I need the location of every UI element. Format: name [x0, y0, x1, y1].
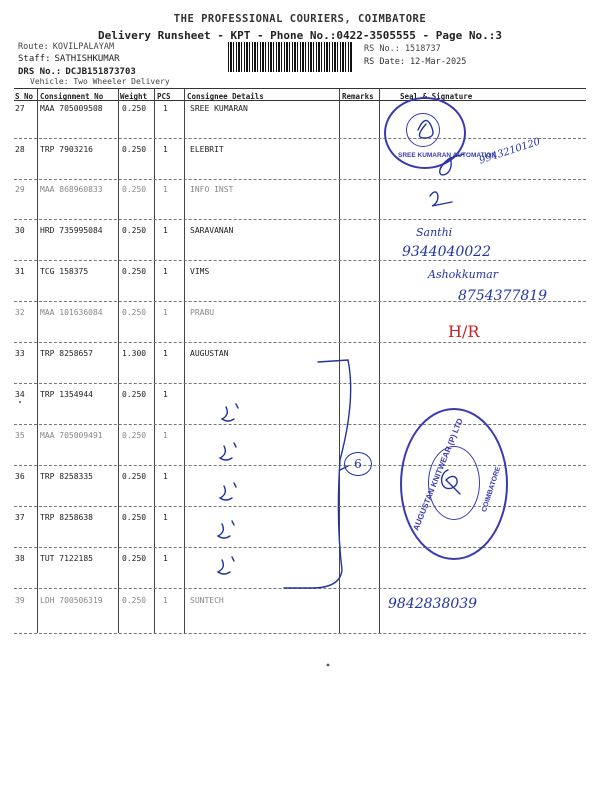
- handwritten-mark: H/R: [448, 322, 480, 341]
- cell-sno: 36: [15, 472, 25, 481]
- header-weight: Weight: [120, 92, 148, 101]
- cell-sno: 29: [15, 185, 25, 194]
- header-pcs: PCS: [157, 92, 171, 101]
- row-separator: [14, 342, 586, 343]
- ditto-mark: [222, 404, 238, 421]
- cell-pcs: 1: [163, 431, 168, 440]
- row-separator: [14, 179, 586, 180]
- cell-sno: 32: [15, 308, 25, 317]
- cell-sno: 27: [15, 104, 25, 113]
- col-divider: [184, 88, 185, 633]
- drs-field: [18, 67, 136, 77]
- margin-dot: [327, 664, 330, 667]
- route-field: [18, 42, 114, 52]
- cell-consignee: SREE KUMARAN: [190, 104, 248, 113]
- cell-consignee: PRABU: [190, 308, 215, 317]
- cell-pcs: 1: [163, 554, 168, 563]
- cell-pcs: 1: [163, 349, 168, 358]
- cell-consignee: SARAVANAN: [190, 226, 234, 235]
- row-separator: [14, 138, 586, 139]
- cell-sno: 30: [15, 226, 25, 235]
- cell-pcs: 1: [163, 145, 168, 154]
- cell-weight: 0.250: [122, 472, 147, 481]
- header-consignee: Consignee Details: [187, 92, 264, 101]
- ditto-mark: [220, 483, 236, 500]
- barcode: [228, 42, 352, 72]
- cell-sno: 37: [15, 513, 25, 522]
- cell-sno: 38: [15, 554, 25, 563]
- col-divider: [379, 88, 380, 633]
- col-divider: [37, 88, 38, 633]
- handwritten-name: Santhi: [416, 226, 453, 239]
- rs-date: RS Date: 12-Mar-2025: [364, 57, 467, 67]
- col-divider: [339, 88, 340, 633]
- staff-field: [18, 54, 120, 64]
- cell-weight: 0.250: [122, 554, 147, 563]
- cell-consignee: ELEBRIT: [190, 145, 224, 154]
- route-label: Route:: [18, 42, 49, 52]
- cell-weight: 0.250: [122, 104, 147, 113]
- cell-consignment: TRP 8258638: [40, 513, 93, 522]
- drs-label: DRS No.:: [18, 67, 62, 77]
- row-separator: [14, 219, 586, 220]
- cell-consignment: MAA 101636084: [40, 308, 103, 317]
- margin-dot: [19, 401, 21, 403]
- vehicle-field: Vehicle: Two Wheeler Delivery: [30, 77, 170, 86]
- cell-consignment: TRP 7903216: [40, 145, 93, 154]
- cell-consignment: TRP 8258657: [40, 349, 93, 358]
- cell-pcs: 1: [163, 185, 168, 194]
- cell-pcs: 1: [163, 267, 168, 276]
- handwritten-phone: 8754377819: [458, 288, 548, 304]
- cell-pcs: 1: [163, 596, 168, 605]
- cell-consignment: MAA 705009491: [40, 431, 103, 440]
- col-divider: [118, 88, 119, 633]
- cell-weight: 0.250: [122, 431, 147, 440]
- cell-consignment: TRP 1354944: [40, 390, 93, 399]
- row-separator: [14, 424, 586, 425]
- cell-consignee: AUGUSTAN: [190, 349, 229, 358]
- cell-weight: 0.250: [122, 513, 147, 522]
- handwritten-phone: 9943210120: [477, 136, 542, 167]
- cell-weight: 0.250: [122, 390, 147, 399]
- cell-sno: 34: [15, 390, 25, 399]
- company-title: THE PROFESSIONAL COURIERS, COIMBATORE: [173, 13, 427, 25]
- drs-value: DCJB151873703: [65, 67, 136, 77]
- ditto-mark: [218, 557, 234, 574]
- cell-consignment: MAA 705009508: [40, 104, 103, 113]
- header-consignment: Consignment No: [40, 92, 104, 101]
- cell-consignee: VIMS: [190, 267, 210, 276]
- cell-weight: 0.250: [122, 596, 147, 605]
- header-signature: Seal & Signature: [400, 92, 473, 101]
- cell-sno: 39: [15, 596, 25, 605]
- staff-value: SATHISHKUMAR: [54, 54, 120, 64]
- cell-consignment: MAA 868960833: [40, 185, 103, 194]
- cell-weight: 0.250: [122, 308, 147, 317]
- row-separator: [14, 260, 586, 261]
- cell-consignment: LDH 700506319: [40, 596, 103, 605]
- cell-consignee: SUNTECH: [190, 596, 224, 605]
- runsheet-title: Delivery Runsheet - KPT - Phone No.:0422-3505555 - Page No.:3: [98, 29, 502, 42]
- cell-weight: 1.300: [122, 349, 147, 358]
- cell-pcs: 1: [163, 104, 168, 113]
- cell-consignment: HRD 735995084: [40, 226, 103, 235]
- cell-weight: 0.250: [122, 267, 147, 276]
- cell-sno: 35: [15, 431, 25, 440]
- stamp-text-top: SREE KUMARAN AUTOMATION: [398, 152, 497, 159]
- table-top-rule: [14, 88, 586, 89]
- ditto-mark: [220, 443, 236, 460]
- grouping-bracket: [284, 360, 351, 588]
- handwritten-name: Ashokkumar: [428, 268, 498, 281]
- header-remarks: Remarks: [342, 92, 374, 101]
- cell-sno: 31: [15, 267, 25, 276]
- cell-weight: 0.250: [122, 226, 147, 235]
- rs-number: RS No.: 1518737: [364, 44, 441, 54]
- stamp-text-city: COIMBATORE: [480, 465, 503, 514]
- table-bottom-rule: [14, 633, 586, 634]
- cell-pcs: 1: [163, 390, 168, 399]
- circled-count: 6: [344, 452, 372, 476]
- cell-pcs: 1: [163, 472, 168, 481]
- cell-weight: 0.250: [122, 185, 147, 194]
- cell-pcs: 1: [163, 513, 168, 522]
- cell-pcs: 1: [163, 308, 168, 317]
- stamp-text-company: AUGUSTAN KNITWEAR (P) LTD: [411, 417, 465, 532]
- stamp-inner-ring: [406, 113, 440, 147]
- cell-consignment: TRP 8258335: [40, 472, 93, 481]
- staff-label: Staff:: [18, 54, 51, 64]
- col-divider: [154, 88, 155, 633]
- header-sno: S No: [15, 92, 34, 101]
- cell-sno: 28: [15, 145, 25, 154]
- cell-sno: 33: [15, 349, 25, 358]
- row-separator: [14, 547, 586, 548]
- signature-stroke: [430, 192, 452, 206]
- handwritten-phone: 9344040022: [402, 244, 492, 260]
- cell-consignment: TCG 158375: [40, 267, 89, 276]
- cell-pcs: 1: [163, 226, 168, 235]
- ditto-mark: [218, 521, 234, 538]
- cell-consignment: TUT 7122185: [40, 554, 93, 563]
- route-value: KOVILPALAYAM: [52, 42, 115, 52]
- cell-weight: 0.250: [122, 145, 147, 154]
- handwritten-phone: 9842838039: [388, 596, 478, 612]
- row-separator: [14, 588, 586, 589]
- row-separator: [14, 383, 586, 384]
- cell-consignee: INFO INST: [190, 185, 234, 194]
